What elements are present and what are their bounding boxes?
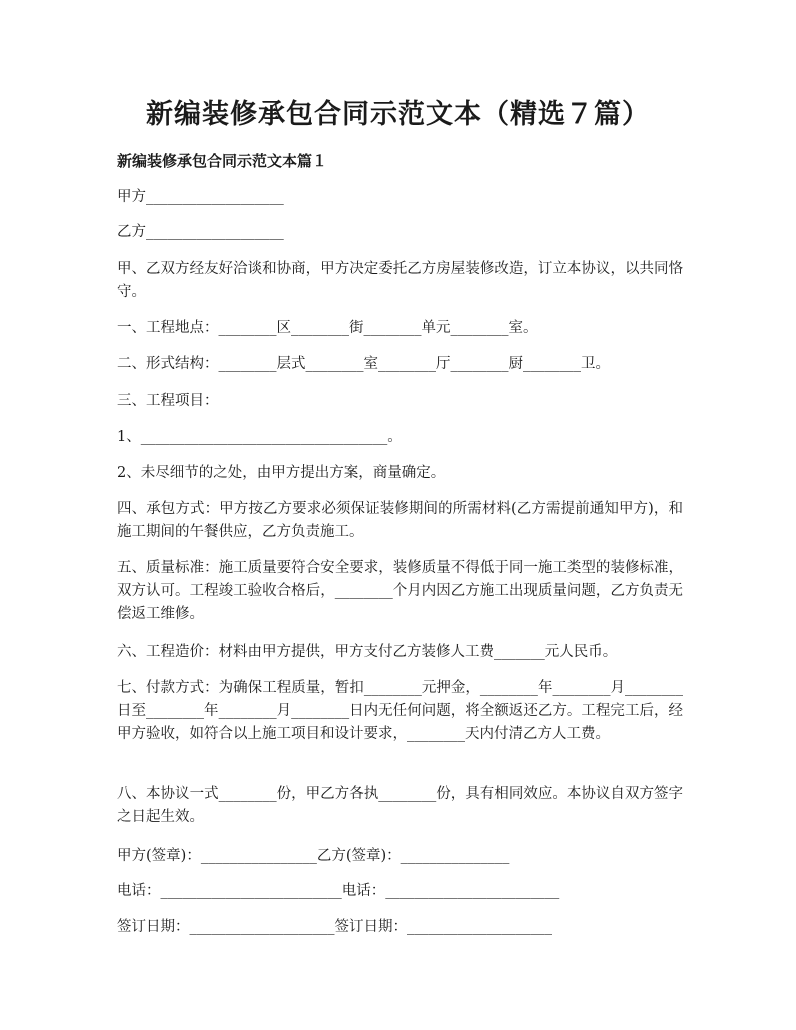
signing-date-line: 签订日期：____________________签订日期：____________________ [117, 919, 552, 935]
signature-line: 甲方(签章)：________________乙方(签章)：_______________ [117, 848, 510, 864]
section-heading: 新编装修承包合同示范文本篇１ [117, 152, 328, 170]
clause-project: 三、工程项目： [117, 393, 219, 409]
clause-contract-method: 四、承包方式：甲方按乙方要求必须保证装修期间的所需材料(乙方需提前通知甲方)，和施工期间的午餐供应，乙方负责施工。 [117, 501, 683, 540]
document-title: 新编装修承包合同示范文本（精选７篇） [146, 99, 650, 130]
clause-structure: 二、形式结构：________层式________室________厅________厨________卫。 [117, 356, 610, 372]
project-item-2: 2、未尽细节的之处，由甲方提出方案，商量确定。 [117, 465, 446, 481]
clause-location: 一、工程地点：________区________街________单元________室。 [117, 320, 538, 336]
party-b-line: 乙方___________________ [117, 224, 284, 240]
preamble-paragraph: 甲、乙双方经友好洽谈和协商，甲方决定委托乙方房屋装修改造，订立本协议，以共同恪守。 [117, 261, 683, 300]
clause-copies: 八、本协议一式________份，甲乙方各执________份，具有相同效应。本协议自双方签字之日起生效。 [117, 786, 683, 825]
clause-cost: 六、工程造价：材料由甲方提供，甲方支付乙方装修人工费_______元人民币。 [117, 644, 618, 660]
project-item-1: 1、__________________________________。 [117, 429, 402, 445]
clause-quality: 五、质量标准：施工质量要符合安全要求，装修质量不得低于同一施工类型的装修标准，双方认可。工程竣工验收合格后，________个月内因乙方施工出现质量问题，乙方负责无偿返工维修。 [117, 560, 683, 622]
clause-payment: 七、付款方式：为确保工程质量，暂扣________元押金，________年________月________日至________年________月________日内无任何问题，将全额返还乙方。工程完工后，经甲方验收，如符合以上施工项目和设计要求，________天内付清乙方人工费。 [117, 680, 683, 742]
phone-line: 电话：_________________________电话：________________________ [117, 883, 560, 899]
party-a-line: 甲方___________________ [117, 189, 284, 205]
